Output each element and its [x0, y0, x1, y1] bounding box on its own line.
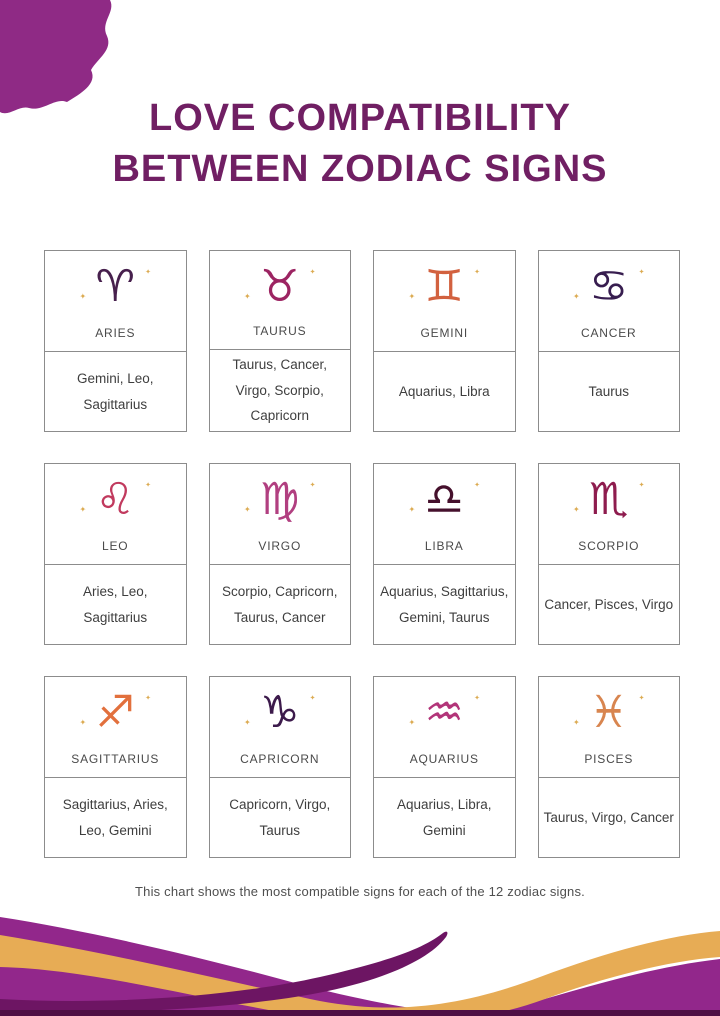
zodiac-cards-grid: [44, 250, 680, 858]
compatible-signs-text: Sagittarius, Aries, Leo, Gemini: [62, 796, 168, 838]
zodiac-icon-wrap: [45, 257, 186, 317]
zodiac-icon-wrap: [210, 257, 351, 317]
zodiac-card: [373, 250, 516, 432]
zodiac-card-top: [539, 677, 680, 778]
zodiac-card-top: [45, 677, 186, 778]
pisces-icon: ✦ ♓ ✦: [589, 691, 628, 735]
zodiac-card-top: [374, 251, 515, 352]
gemini-icon: ✦ ♊ ✦: [425, 265, 464, 309]
zodiac-icon-wrap: [374, 257, 515, 317]
zodiac-sign-name: CANCER: [581, 326, 637, 340]
aries-icon: ✦ ♈ ✦: [96, 265, 135, 309]
zodiac-card-top: [45, 251, 186, 352]
compatible-signs-text: Aquarius, Sagittarius, Gemini, Taurus: [380, 583, 509, 625]
taurus-icon: ✦ ♉ ✦: [260, 265, 299, 309]
leo-icon: ✦ ♌ ✦: [96, 478, 135, 522]
zodiac-card: [209, 250, 352, 432]
zodiac-card: [44, 463, 187, 645]
zodiac-icon-wrap: [210, 683, 351, 743]
zodiac-icon-wrap: [45, 683, 186, 743]
compatible-signs-text: Capricorn, Virgo, Taurus: [229, 796, 331, 838]
compatible-signs-text: Taurus, Virgo, Cancer: [543, 809, 674, 825]
compatible-signs-text: Aquarius, Libra: [398, 383, 490, 399]
zodiac-icon-wrap: [374, 470, 515, 530]
zodiac-icon-wrap: [539, 257, 680, 317]
wave-dark-ribbon: [0, 932, 447, 1013]
libra-icon: ✦ ♎ ✦: [425, 478, 464, 522]
zodiac-card: [373, 676, 516, 858]
zodiac-sign-name: SAGITTARIUS: [71, 752, 160, 766]
wave-gold-ribbon: [0, 931, 720, 1016]
capricorn-icon: ✦ ♑ ✦: [260, 691, 299, 735]
zodiac-card: [44, 250, 187, 432]
zodiac-card: [538, 676, 681, 858]
zodiac-icon-wrap: [45, 470, 186, 530]
zodiac-card: [373, 463, 516, 645]
zodiac-card-top: [539, 251, 680, 352]
zodiac-card: [538, 463, 681, 645]
zodiac-card: [209, 463, 352, 645]
bottom-strip: [0, 1010, 720, 1016]
compatible-signs-text: Taurus: [588, 383, 630, 399]
zodiac-card: [209, 676, 352, 858]
compatible-signs-text: Taurus, Cancer, Virgo, Scorpio, Capricorn: [232, 357, 328, 424]
compatible-signs-text: Aries, Leo, Sagittarius: [82, 583, 148, 625]
virgo-icon: ✦ ♍ ✦: [260, 478, 299, 522]
zodiac-sign-name: LEO: [102, 539, 129, 553]
zodiac-card: [538, 250, 681, 432]
aquarius-icon: ✦ ♒ ✦: [425, 691, 464, 735]
zodiac-icon-wrap: [539, 683, 680, 743]
compatible-signs-text: Gemini, Leo, Sagittarius: [76, 370, 154, 412]
zodiac-sign-name: CAPRICORN: [240, 752, 320, 766]
wave-purple-left: [0, 917, 452, 1016]
zodiac-icon-wrap: [539, 470, 680, 530]
compatible-signs-text: Aquarius, Libra, Gemini: [396, 796, 492, 838]
compatible-signs-text: Cancer, Pisces, Virgo: [544, 596, 674, 612]
zodiac-sign-name: SCORPIO: [578, 539, 640, 553]
zodiac-sign-name: AQUARIUS: [409, 752, 479, 766]
wave-purple-right: [493, 959, 720, 1016]
zodiac-card-top: [374, 677, 515, 778]
zodiac-card: [44, 676, 187, 858]
zodiac-icon-wrap: [374, 683, 515, 743]
zodiac-card-top: [210, 677, 351, 778]
zodiac-sign-name: ARIES: [95, 326, 136, 340]
zodiac-card-top: [45, 464, 186, 565]
zodiac-card-top: [210, 464, 351, 565]
zodiac-sign-name: GEMINI: [420, 326, 468, 340]
page-title-line2: BETWEEN ZODIAC SIGNS: [112, 147, 608, 190]
footer-caption: This chart shows the most compatible signs for each of the 12 zodiac signs.: [135, 884, 585, 899]
cancer-icon: ✦ ♋ ✦: [589, 265, 628, 309]
page-title: [0, 93, 720, 194]
zodiac-sign-name: PISCES: [584, 752, 634, 766]
zodiac-card-top: [374, 464, 515, 565]
zodiac-sign-name: LIBRA: [424, 539, 464, 553]
scorpio-icon: ✦ ♏ ✦: [589, 478, 628, 522]
zodiac-card-top: [210, 251, 351, 350]
compatible-signs-text: Scorpio, Capricorn, Taurus, Cancer: [221, 583, 338, 625]
zodiac-icon-wrap: [210, 470, 351, 530]
page-title-line1: LOVE COMPATIBILITY: [149, 97, 571, 139]
zodiac-card-top: [539, 464, 680, 565]
bottom-waves-decoration: [0, 905, 720, 1016]
zodiac-sign-name: TAURUS: [253, 324, 307, 339]
sagittarius-icon: ✦ ♐ ✦: [96, 691, 135, 735]
zodiac-sign-name: VIRGO: [258, 539, 302, 553]
